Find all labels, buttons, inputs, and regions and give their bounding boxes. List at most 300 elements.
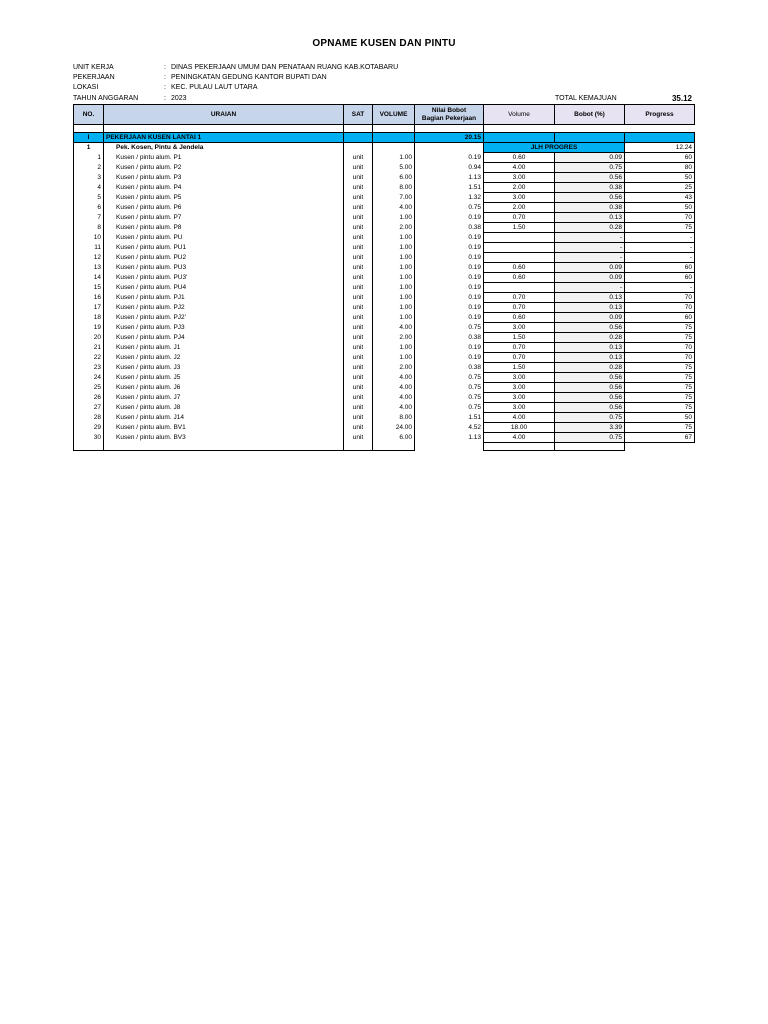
row-volume: 4.00 bbox=[373, 393, 415, 403]
row-progress: - bbox=[625, 233, 695, 243]
table-row bbox=[74, 353, 695, 363]
row-progress: 70 bbox=[625, 343, 695, 353]
row-sat: unit bbox=[344, 313, 373, 323]
row-bobot-progres: 0.28 bbox=[555, 333, 625, 343]
row-volume-progres: 3.00 bbox=[484, 383, 555, 393]
table-row bbox=[74, 213, 695, 223]
row-uraian: Kusen / pintu alum. BV1 bbox=[104, 423, 344, 433]
row-progress: 60 bbox=[625, 263, 695, 273]
row-uraian: Kusen / pintu alum. J5 bbox=[104, 373, 344, 383]
empty-cell bbox=[344, 125, 373, 133]
row-volume: 4.00 bbox=[373, 203, 415, 213]
row-volume-progres: 1.50 bbox=[484, 333, 555, 343]
row-nilai-bobot: 0.75 bbox=[415, 373, 484, 383]
row-sat: unit bbox=[344, 393, 373, 403]
row-sat: unit bbox=[344, 383, 373, 393]
section-bobot: 20.15 bbox=[415, 133, 484, 143]
row-volume: 2.00 bbox=[373, 223, 415, 233]
table-row bbox=[74, 283, 695, 293]
row-no: 5 bbox=[74, 193, 104, 203]
row-uraian: Kusen / pintu alum. PU2 bbox=[104, 253, 344, 263]
row-no: 14 bbox=[74, 273, 104, 283]
row-bobot-progres: 0.09 bbox=[555, 273, 625, 283]
row-volume-progres bbox=[484, 243, 555, 253]
row-progress: 75 bbox=[625, 373, 695, 383]
row-bobot-progres: 0.38 bbox=[555, 203, 625, 213]
total-kemajuan-label: TOTAL KEMAJUAN bbox=[555, 95, 617, 102]
row-volume: 8.00 bbox=[373, 413, 415, 423]
row-progress: 75 bbox=[625, 323, 695, 333]
row-no: 19 bbox=[74, 323, 104, 333]
row-sat: unit bbox=[344, 303, 373, 313]
row-volume-progres: 0.60 bbox=[484, 313, 555, 323]
row-sat: unit bbox=[344, 223, 373, 233]
row-progress: - bbox=[625, 243, 695, 253]
row-progress: 75 bbox=[625, 383, 695, 393]
row-volume-progres: 18.00 bbox=[484, 423, 555, 433]
empty-cell bbox=[74, 443, 104, 451]
subsection-no: 1 bbox=[74, 143, 104, 153]
subsection-row bbox=[74, 143, 695, 153]
row-nilai-bobot: 0.19 bbox=[415, 153, 484, 163]
empty-cell bbox=[415, 443, 484, 451]
row-nilai-bobot: 0.38 bbox=[415, 333, 484, 343]
empty-cell bbox=[625, 125, 695, 133]
row-bobot-progres: - bbox=[555, 283, 625, 293]
row-progress: 50 bbox=[625, 173, 695, 183]
row-bobot-progres: 0.56 bbox=[555, 393, 625, 403]
row-uraian: Kusen / pintu alum. P5 bbox=[104, 193, 344, 203]
table-row bbox=[74, 433, 695, 443]
row-volume-progres: 0.60 bbox=[484, 273, 555, 283]
empty-cell bbox=[484, 125, 555, 133]
row-progress: 43 bbox=[625, 193, 695, 203]
row-no: 4 bbox=[74, 183, 104, 193]
row-volume: 1.00 bbox=[373, 293, 415, 303]
row-volume: 4.00 bbox=[373, 403, 415, 413]
row-bobot-progres: 0.56 bbox=[555, 373, 625, 383]
row-nilai-bobot: 0.75 bbox=[415, 403, 484, 413]
row-volume-progres bbox=[484, 233, 555, 243]
empty-cell bbox=[415, 125, 484, 133]
row-uraian: Kusen / pintu alum. PU bbox=[104, 233, 344, 243]
row-no: 18 bbox=[74, 313, 104, 323]
empty-cell bbox=[555, 133, 625, 143]
row-nilai-bobot: 0.19 bbox=[415, 263, 484, 273]
row-nilai-bobot: 0.19 bbox=[415, 313, 484, 323]
opname-table bbox=[73, 104, 695, 451]
row-nilai-bobot: 1.13 bbox=[415, 173, 484, 183]
row-bobot-progres: - bbox=[555, 253, 625, 263]
row-progress: 75 bbox=[625, 393, 695, 403]
row-bobot-progres: 0.13 bbox=[555, 303, 625, 313]
row-no: 13 bbox=[74, 263, 104, 273]
empty-cell bbox=[344, 143, 373, 153]
row-volume: 4.00 bbox=[373, 323, 415, 333]
row-volume-progres: 0.70 bbox=[484, 293, 555, 303]
row-volume-progres: 4.00 bbox=[484, 163, 555, 173]
row-sat: unit bbox=[344, 323, 373, 333]
row-nilai-bobot: 0.19 bbox=[415, 273, 484, 283]
row-progress: 60 bbox=[625, 273, 695, 283]
row-sat: unit bbox=[344, 203, 373, 213]
empty-cell bbox=[415, 143, 484, 153]
row-nilai-bobot: 0.38 bbox=[415, 363, 484, 373]
row-volume-progres: 0.70 bbox=[484, 353, 555, 363]
row-volume: 1.00 bbox=[373, 343, 415, 353]
total-kemajuan-value: 35.12 bbox=[671, 94, 692, 103]
row-no: 15 bbox=[74, 283, 104, 293]
empty-cell bbox=[74, 125, 104, 133]
row-volume: 1.00 bbox=[373, 253, 415, 263]
row-volume-progres: 3.00 bbox=[484, 393, 555, 403]
row-bobot-progres: 0.75 bbox=[555, 433, 625, 443]
col-header-nilai-bobot-line2: Bagian Pekerjaan bbox=[421, 114, 477, 122]
info-label: PEKERJAAN bbox=[73, 74, 115, 81]
row-volume-progres: 3.00 bbox=[484, 193, 555, 203]
row-progress: 67 bbox=[625, 433, 695, 443]
spacer-row bbox=[74, 125, 695, 133]
table-row bbox=[74, 163, 695, 173]
row-volume: 1.00 bbox=[373, 243, 415, 253]
table-header-row bbox=[74, 105, 695, 125]
row-progress: 50 bbox=[625, 203, 695, 213]
empty-cell bbox=[104, 443, 344, 451]
row-volume-progres: 3.00 bbox=[484, 173, 555, 183]
table-row bbox=[74, 253, 695, 263]
row-progress: 70 bbox=[625, 213, 695, 223]
row-uraian: Kusen / pintu alum. J1 bbox=[104, 343, 344, 353]
row-progress: 75 bbox=[625, 423, 695, 433]
row-progress: 80 bbox=[625, 163, 695, 173]
table-row bbox=[74, 373, 695, 383]
row-sat: unit bbox=[344, 293, 373, 303]
table-row bbox=[74, 383, 695, 393]
row-bobot-progres: 0.56 bbox=[555, 323, 625, 333]
row-uraian: Kusen / pintu alum. PJ3 bbox=[104, 323, 344, 333]
row-sat: unit bbox=[344, 283, 373, 293]
table-row bbox=[74, 233, 695, 243]
table-row bbox=[74, 343, 695, 353]
row-nilai-bobot: 0.19 bbox=[415, 293, 484, 303]
row-volume: 4.00 bbox=[373, 373, 415, 383]
row-volume-progres: 2.00 bbox=[484, 183, 555, 193]
row-volume: 7.00 bbox=[373, 193, 415, 203]
row-volume: 1.00 bbox=[373, 213, 415, 223]
empty-cell bbox=[373, 133, 415, 143]
row-volume: 1.00 bbox=[373, 313, 415, 323]
row-uraian: Kusen / pintu alum. BV3 bbox=[104, 433, 344, 443]
jlh-progres-label: JLH PROGRES bbox=[484, 143, 625, 153]
row-nilai-bobot: 0.75 bbox=[415, 393, 484, 403]
table-row bbox=[74, 263, 695, 273]
row-bobot-progres: 0.13 bbox=[555, 353, 625, 363]
row-nilai-bobot: 0.19 bbox=[415, 343, 484, 353]
row-volume: 8.00 bbox=[373, 183, 415, 193]
info-colon: : bbox=[164, 84, 166, 91]
row-nilai-bobot: 1.51 bbox=[415, 413, 484, 423]
row-sat: unit bbox=[344, 253, 373, 263]
row-no: 26 bbox=[74, 393, 104, 403]
row-uraian: Kusen / pintu alum. J2 bbox=[104, 353, 344, 363]
row-bobot-progres: - bbox=[555, 233, 625, 243]
row-no: 23 bbox=[74, 363, 104, 373]
row-no: 22 bbox=[74, 353, 104, 363]
row-sat: unit bbox=[344, 173, 373, 183]
row-progress: 75 bbox=[625, 403, 695, 413]
row-sat: unit bbox=[344, 273, 373, 283]
row-sat: unit bbox=[344, 153, 373, 163]
row-no: 30 bbox=[74, 433, 104, 443]
row-progress: 75 bbox=[625, 223, 695, 233]
col-header-volume2: Volume bbox=[484, 105, 555, 125]
row-bobot-progres: 0.13 bbox=[555, 213, 625, 223]
row-volume-progres: 4.00 bbox=[484, 413, 555, 423]
info-colon: : bbox=[164, 95, 166, 102]
empty-cell bbox=[625, 443, 695, 451]
row-uraian: Kusen / pintu alum. PU4 bbox=[104, 283, 344, 293]
row-uraian: Kusen / pintu alum. J7 bbox=[104, 393, 344, 403]
row-progress: 25 bbox=[625, 183, 695, 193]
row-no: 29 bbox=[74, 423, 104, 433]
table-row bbox=[74, 153, 695, 163]
table-row bbox=[74, 303, 695, 313]
empty-cell bbox=[344, 443, 373, 451]
row-volume: 5.00 bbox=[373, 163, 415, 173]
row-nilai-bobot: 0.19 bbox=[415, 233, 484, 243]
subsection-label: Pek. Kosen, Pintu & Jendela bbox=[104, 143, 344, 153]
row-no: 16 bbox=[74, 293, 104, 303]
row-no: 17 bbox=[74, 303, 104, 313]
info-value: 2023 bbox=[171, 95, 187, 102]
section-label: PEKERJAAN KUSEN LANTAI 1 bbox=[104, 133, 344, 143]
row-progress: 60 bbox=[625, 313, 695, 323]
table-row bbox=[74, 423, 695, 433]
col-header-uraian: URAIAN bbox=[104, 105, 344, 125]
row-progress: 70 bbox=[625, 303, 695, 313]
row-nilai-bobot: 0.75 bbox=[415, 323, 484, 333]
row-volume-progres: 3.00 bbox=[484, 373, 555, 383]
row-volume: 6.00 bbox=[373, 433, 415, 443]
empty-cell bbox=[344, 133, 373, 143]
col-header-volume: VOLUME bbox=[373, 105, 415, 125]
row-sat: unit bbox=[344, 213, 373, 223]
row-volume-progres bbox=[484, 283, 555, 293]
empty-cell bbox=[484, 443, 555, 451]
row-no: 11 bbox=[74, 243, 104, 253]
row-sat: unit bbox=[344, 413, 373, 423]
row-bobot-progres: 0.28 bbox=[555, 363, 625, 373]
row-no: 8 bbox=[74, 223, 104, 233]
row-no: 12 bbox=[74, 253, 104, 263]
row-uraian: Kusen / pintu alum. PJ2 bbox=[104, 303, 344, 313]
row-no: 7 bbox=[74, 213, 104, 223]
row-volume: 2.00 bbox=[373, 333, 415, 343]
col-header-nilai-bobot bbox=[415, 105, 484, 125]
row-uraian: Kusen / pintu alum. PU1 bbox=[104, 243, 344, 253]
row-volume-progres: 0.70 bbox=[484, 303, 555, 313]
row-volume-progres: 4.00 bbox=[484, 433, 555, 443]
info-label: TAHUN ANGGARAN bbox=[73, 95, 139, 102]
row-nilai-bobot: 0.19 bbox=[415, 283, 484, 293]
empty-cell bbox=[373, 125, 415, 133]
row-progress: - bbox=[625, 253, 695, 263]
row-uraian: Kusen / pintu alum. PJ1 bbox=[104, 293, 344, 303]
row-sat: unit bbox=[344, 333, 373, 343]
table-row bbox=[74, 363, 695, 373]
row-no: 2 bbox=[74, 163, 104, 173]
row-bobot-progres: 0.56 bbox=[555, 383, 625, 393]
row-no: 6 bbox=[74, 203, 104, 213]
table-row bbox=[74, 313, 695, 323]
empty-cell bbox=[555, 443, 625, 451]
closing-row bbox=[74, 443, 695, 451]
row-sat: unit bbox=[344, 423, 373, 433]
row-nilai-bobot: 0.19 bbox=[415, 303, 484, 313]
page-title: OPNAME KUSEN DAN PINTU bbox=[312, 38, 456, 49]
row-sat: unit bbox=[344, 433, 373, 443]
row-nilai-bobot: 0.19 bbox=[415, 253, 484, 263]
empty-cell bbox=[625, 133, 695, 143]
row-bobot-progres: 0.09 bbox=[555, 313, 625, 323]
row-bobot-progres: 3.39 bbox=[555, 423, 625, 433]
row-nilai-bobot: 0.75 bbox=[415, 383, 484, 393]
table-row bbox=[74, 223, 695, 233]
row-bobot-progres: 0.75 bbox=[555, 163, 625, 173]
row-nilai-bobot: 1.51 bbox=[415, 183, 484, 193]
row-nilai-bobot: 0.75 bbox=[415, 203, 484, 213]
row-bobot-progres: 0.56 bbox=[555, 193, 625, 203]
row-nilai-bobot: 1.32 bbox=[415, 193, 484, 203]
table-row bbox=[74, 203, 695, 213]
row-progress: 60 bbox=[625, 153, 695, 163]
empty-cell bbox=[373, 143, 415, 153]
row-uraian: Kusen / pintu alum. J6 bbox=[104, 383, 344, 393]
jlh-progres-value: 12.24 bbox=[625, 143, 695, 153]
row-uraian: Kusen / pintu alum. P4 bbox=[104, 183, 344, 193]
row-nilai-bobot: 0.94 bbox=[415, 163, 484, 173]
empty-cell bbox=[104, 125, 344, 133]
table-row bbox=[74, 183, 695, 193]
row-volume-progres: 0.70 bbox=[484, 213, 555, 223]
table-row bbox=[74, 393, 695, 403]
info-label: LOKASI bbox=[73, 84, 99, 91]
row-volume-progres: 1.50 bbox=[484, 363, 555, 373]
table-row bbox=[74, 333, 695, 343]
row-uraian: Kusen / pintu alum. J3 bbox=[104, 363, 344, 373]
row-uraian: Kusen / pintu alum. J8 bbox=[104, 403, 344, 413]
row-volume: 1.00 bbox=[373, 283, 415, 293]
table-row bbox=[74, 323, 695, 333]
row-nilai-bobot: 0.19 bbox=[415, 353, 484, 363]
row-nilai-bobot: 4.52 bbox=[415, 423, 484, 433]
row-volume-progres: 0.60 bbox=[484, 153, 555, 163]
table-row bbox=[74, 413, 695, 423]
table-row bbox=[74, 193, 695, 203]
row-nilai-bobot: 1.13 bbox=[415, 433, 484, 443]
row-bobot-progres: 0.13 bbox=[555, 293, 625, 303]
row-volume: 4.00 bbox=[373, 383, 415, 393]
row-uraian: Kusen / pintu alum. PJ2' bbox=[104, 313, 344, 323]
row-uraian: Kusen / pintu alum. P6 bbox=[104, 203, 344, 213]
row-no: 3 bbox=[74, 173, 104, 183]
row-volume: 24.00 bbox=[373, 423, 415, 433]
row-volume: 2.00 bbox=[373, 363, 415, 373]
row-sat: unit bbox=[344, 373, 373, 383]
row-progress: - bbox=[625, 283, 695, 293]
row-no: 28 bbox=[74, 413, 104, 423]
row-uraian: Kusen / pintu alum. P1 bbox=[104, 153, 344, 163]
row-volume: 1.00 bbox=[373, 303, 415, 313]
col-header-no: NO. bbox=[74, 105, 104, 125]
row-no: 21 bbox=[74, 343, 104, 353]
table-row bbox=[74, 243, 695, 253]
empty-cell bbox=[373, 443, 415, 451]
row-uraian: Kusen / pintu alum. P2 bbox=[104, 163, 344, 173]
row-no: 10 bbox=[74, 233, 104, 243]
col-header-progress: Progress bbox=[625, 105, 695, 125]
row-volume-progres bbox=[484, 253, 555, 263]
row-volume-progres: 3.00 bbox=[484, 403, 555, 413]
row-bobot-progres: 0.56 bbox=[555, 403, 625, 413]
row-sat: unit bbox=[344, 403, 373, 413]
col-header-bobot: Bobot (%) bbox=[555, 105, 625, 125]
row-uraian: Kusen / pintu alum. PU3' bbox=[104, 273, 344, 283]
row-bobot-progres: 0.13 bbox=[555, 343, 625, 353]
section-row bbox=[74, 133, 695, 143]
row-progress: 70 bbox=[625, 353, 695, 363]
row-volume-progres: 0.60 bbox=[484, 263, 555, 273]
row-bobot-progres: 0.09 bbox=[555, 153, 625, 163]
row-bobot-progres: 0.75 bbox=[555, 413, 625, 423]
row-no: 1 bbox=[74, 153, 104, 163]
row-bobot-progres: - bbox=[555, 243, 625, 253]
row-sat: unit bbox=[344, 243, 373, 253]
row-volume: 1.00 bbox=[373, 353, 415, 363]
row-sat: unit bbox=[344, 193, 373, 203]
row-no: 27 bbox=[74, 403, 104, 413]
row-bobot-progres: 0.38 bbox=[555, 183, 625, 193]
row-nilai-bobot: 0.19 bbox=[415, 213, 484, 223]
row-progress: 70 bbox=[625, 293, 695, 303]
row-sat: unit bbox=[344, 263, 373, 273]
row-bobot-progres: 0.56 bbox=[555, 173, 625, 183]
row-uraian: Kusen / pintu alum. P8 bbox=[104, 223, 344, 233]
info-value: PENINGKATAN GEDUNG KANTOR BUPATI DAN bbox=[171, 74, 327, 81]
row-uraian: Kusen / pintu alum. PJ4 bbox=[104, 333, 344, 343]
section-no: I bbox=[74, 133, 104, 143]
row-bobot-progres: 0.28 bbox=[555, 223, 625, 233]
info-value: DINAS PEKERJAAN UMUM DAN PENATAAN RUANG KAB.KOTABARU bbox=[171, 64, 399, 71]
col-header-nilai-bobot-line1: Nilai Bobot bbox=[431, 106, 467, 114]
table-row bbox=[74, 293, 695, 303]
row-volume-progres: 3.00 bbox=[484, 323, 555, 333]
table-row bbox=[74, 273, 695, 283]
empty-cell bbox=[484, 133, 555, 143]
row-volume: 6.00 bbox=[373, 173, 415, 183]
row-uraian: Kusen / pintu alum. P7 bbox=[104, 213, 344, 223]
row-sat: unit bbox=[344, 363, 373, 373]
info-label: UNIT KERJA bbox=[73, 64, 114, 71]
row-no: 24 bbox=[74, 373, 104, 383]
row-nilai-bobot: 0.38 bbox=[415, 223, 484, 233]
row-uraian: Kusen / pintu alum. PU3 bbox=[104, 263, 344, 273]
table-row bbox=[74, 403, 695, 413]
info-value: KEC. PULAU LAUT UTARA bbox=[171, 84, 258, 91]
row-bobot-progres: 0.09 bbox=[555, 263, 625, 273]
row-uraian: Kusen / pintu alum. P3 bbox=[104, 173, 344, 183]
col-header-sat: SAT bbox=[344, 105, 373, 125]
